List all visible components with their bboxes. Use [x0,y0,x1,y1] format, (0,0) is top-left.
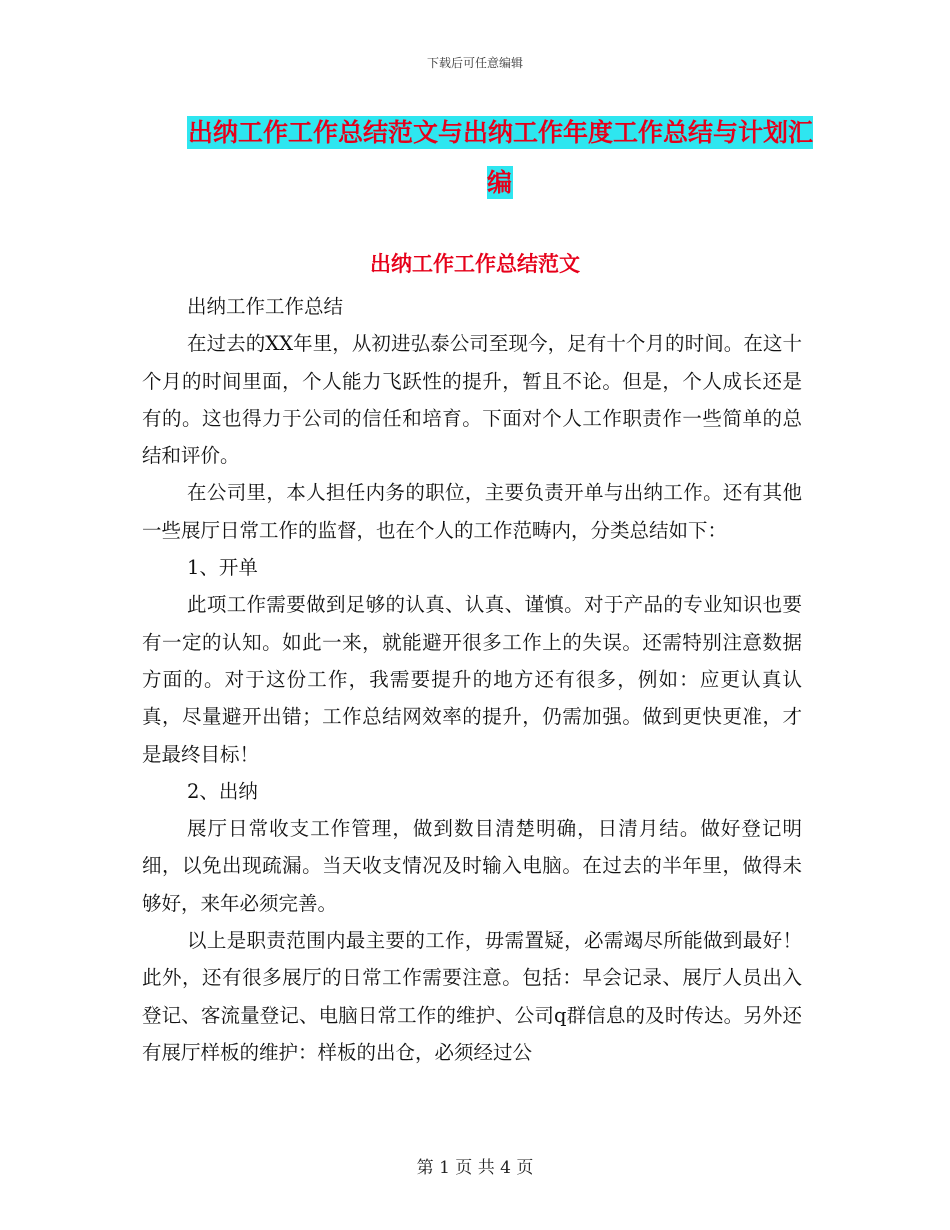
page-footer: 第 1 页 共 4 页 [416,1158,534,1178]
section-title: 出纳工作工作总结范文 [370,251,580,276]
paragraph: 在公司里，本人担任内务的职位，主要负责开单与出纳工作。还有其他一些展厅日常工作的监督，也在个人的工作范畴内，分类总结如下： [142,481,802,542]
paragraph: 2、出纳 [187,779,258,803]
document-title-text: 出纳工作工作总结范文与出纳工作年度工作总结与计划汇编 [187,118,813,197]
paragraph: 展厅日常收支工作管理，做到数目清楚明确，日清月结。做好登记明细，以免出现疏漏。当天收支情况及时输入电脑。在过去的半年里，做得未够好，来年必须完善。 [142,817,802,915]
paragraph: 在过去的XX年里，从初进弘泰公司至现今，足有十个月的时间。在这十个月的时间里面，个人能力飞跃性的提升，暂且不论。但是，个人成长还是有的。这也得力于公司的信任和培育。下面对个人工作职责作一些简单的总结和评价。 [142,332,802,468]
paragraph: 1、开单 [187,556,258,580]
paragraph: 出纳工作工作总结 [187,295,344,318]
paragraph: 以上是职责范围内最主要的工作，毋需置疑，必需竭尽所能做到最好！此外，还有很多展厅的日常工作需要注意。包括：早会记录、展厅人员出入登记、客流量登记、电脑日常工作的维护、公司q群信息的及时传达。另外还有展厅样板的维护：样板的出仓，必须经过公 [142,929,802,1064]
page-header-note: 下载后可任意编辑 [426,56,523,70]
body-text [142,288,802,1071]
paragraph: 此项工作需要做到足够的认真、认真、谨慎。对于产品的专业知识也要有一定的认知。如此一来，就能避开很多工作上的失误。还需特别注意数据方面的。对于这份工作，我需要提升的地方还有很多，例如：应更认真认真，尽量避开出错；工作总结网效率的提升，仍需加强。做到更快更准，才是最终目标！ [142,593,802,766]
document-title [180,108,820,208]
